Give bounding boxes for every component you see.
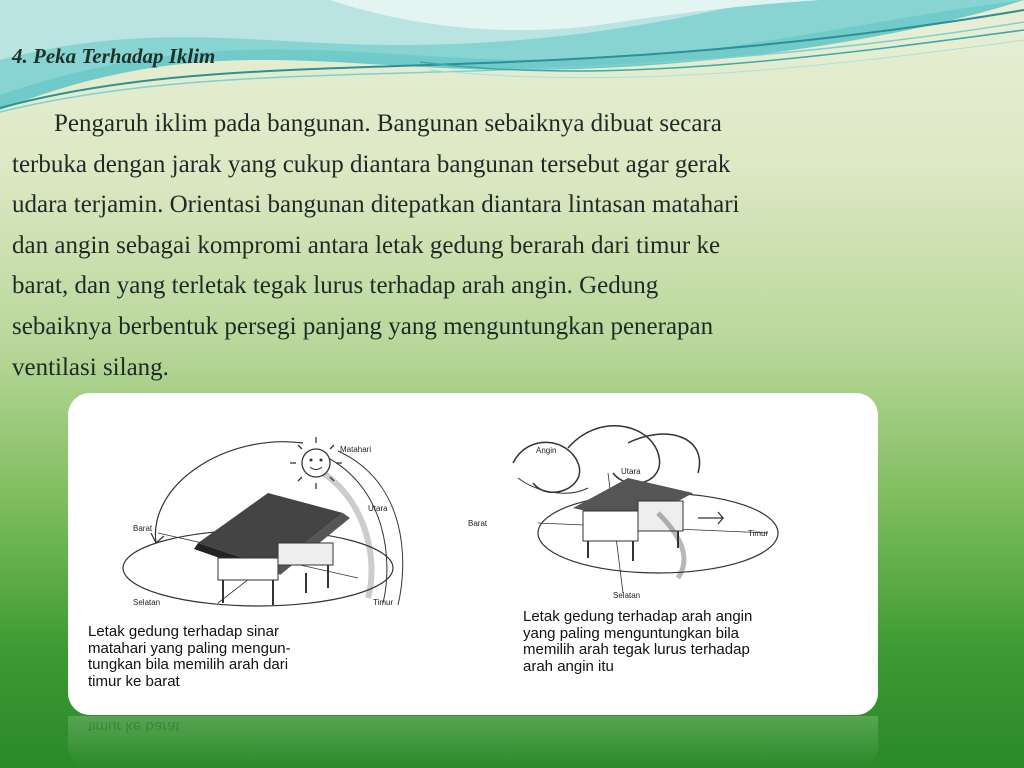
paragraph-line: sebaiknya berbentuk persegi panjang yang menguntungkan penerapan	[12, 312, 714, 340]
paragraph-line: Pengaruh iklim pada bangunan. Bangunan sebaiknya dibuat secara	[54, 110, 722, 137]
paragraph-line: udara terjamin. Orientasi bangunan ditepatkan diantara lintasan matahari	[12, 191, 740, 219]
label-barat-right: Barat	[468, 519, 488, 528]
body-paragraph	[12, 104, 1012, 388]
label-barat: Barat	[133, 524, 153, 533]
figure-card	[68, 393, 878, 715]
slide-heading: 4. Peka Terhadap Iklim	[12, 44, 216, 68]
paragraph-line: barat, dan yang terletak tegak lurus terhadap arah angin. Gedung	[12, 272, 659, 300]
caption-line: tungkan bila memilih arah dari	[88, 656, 289, 673]
label-selatan: Selatan	[133, 598, 161, 607]
wind-orientation-diagram	[468, 426, 778, 600]
caption-line: arah angin itu	[523, 657, 614, 675]
caption-line: Letak gedung terhadap sinar	[88, 623, 279, 640]
caption-line: Letak gedung terhadap arah angin	[523, 608, 753, 625]
label-timur: Timur	[373, 598, 394, 607]
caption-sun-orientation	[88, 624, 418, 690]
label-angin: Angin	[536, 446, 557, 455]
caption-wind-orientation	[523, 609, 873, 675]
label-utara: Utara	[368, 504, 388, 513]
label-utara-right: Utara	[621, 467, 641, 476]
sun-orientation-diagram	[123, 437, 403, 607]
caption-line: matahari yang paling mengun-	[88, 639, 291, 657]
caption-line: yang paling menguntungkan bila	[523, 624, 739, 642]
reflection-text: timur ke barat	[88, 718, 180, 735]
paragraph-line: dan angin sebagai kompromi antara letak gedung berarah dari timur ke	[12, 231, 721, 259]
paragraph-line: terbuka dengan jarak yang cukup diantara bangunan tersebut agar gerak	[12, 150, 731, 178]
label-matahari: Matahari	[340, 445, 372, 454]
figure-reflection	[68, 716, 878, 768]
house-illustration-left	[194, 493, 350, 605]
house-illustration-right	[573, 478, 693, 561]
wind-swirl-icon	[513, 426, 700, 493]
paragraph-line: ventilasi silang.	[12, 353, 169, 381]
label-timur-right: Timur	[748, 529, 769, 538]
label-selatan-right: Selatan	[613, 591, 641, 600]
caption-line: timur ke barat	[88, 672, 180, 690]
caption-line: memilih arah tegak lurus terhadap	[523, 641, 750, 658]
